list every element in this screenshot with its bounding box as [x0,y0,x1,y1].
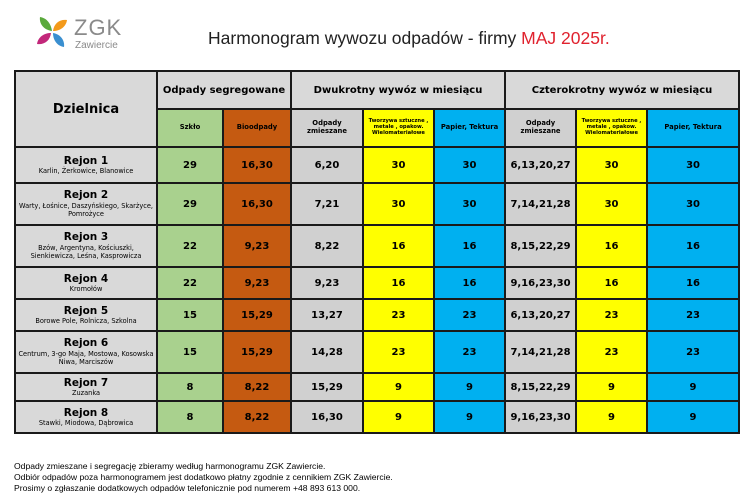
mixed-four-cell: 6,13,20,27 [505,299,576,331]
region-name: Rejon 6 [63,337,109,350]
plastic-four-cell: 9 [576,401,647,433]
paper-twice-cell: 9 [434,401,505,433]
mixed-four-cell: 9,16,23,30 [505,267,576,299]
subheader-mixed-twice: Odpady zmieszane [291,109,363,147]
mixed-twice-cell: 14,28 [291,331,363,373]
subheader-mixed-four: Odpady zmieszane [505,109,576,147]
subheader-paper-twice: Papier, Tektura [434,109,505,147]
footer-line: Odpady zmieszane i segregację zbieramy według harmonogramu ZGK Zawiercie. [14,461,326,471]
mixed-twice-cell: 8,22 [291,225,363,267]
region-cell [15,401,157,433]
paper-four-cell: 30 [647,147,739,183]
paper-twice-cell: 16 [434,225,505,267]
region-cell [15,183,157,225]
subheader-paper-four: Papier, Tektura [647,109,739,147]
paper-four-cell: 16 [647,267,739,299]
bio-cell: 15,29 [223,331,291,373]
table-row [15,299,739,331]
plastic-four-cell: 23 [576,299,647,331]
glass-cell: 15 [157,331,223,373]
region-streets: Warty, Łośnice, Daszyńskiego, Skarżyce, Pomrożyce [18,202,154,219]
header-twice: Dwukrotny wywóz w miesiącu [291,71,505,109]
glass-cell: 22 [157,267,223,299]
paper-four-cell: 16 [647,225,739,267]
region-streets: Borowe Pole, Rolnicza, Szkolna [35,317,137,326]
title-main: Harmonogram wywozu odpadów - firmy [208,28,522,48]
region-name: Rejon 1 [63,154,109,167]
region-cell [15,299,157,331]
region-name: Rejon 7 [63,376,109,389]
region-name: Rejon 4 [63,272,109,285]
region-streets: Karlin, Żerkowice, Blanowice [38,167,134,176]
region-cell [15,331,157,373]
mixed-four-cell: 9,16,23,30 [505,401,576,433]
region-name: Rejon 8 [63,406,109,419]
plastic-four-cell: 16 [576,225,647,267]
paper-twice-cell: 23 [434,299,505,331]
table-row [15,267,739,299]
glass-cell: 22 [157,225,223,267]
plastic-twice-cell: 30 [363,147,434,183]
subheader-glass: Szkło [157,109,223,147]
mixed-four-cell: 6,13,20,27 [505,147,576,183]
region-cell [15,147,157,183]
mixed-twice-cell: 16,30 [291,401,363,433]
table-row [15,183,739,225]
mixed-twice-cell: 13,27 [291,299,363,331]
table-row [15,147,739,183]
header-four: Czterokrotny wywóz w miesiącu [505,71,739,109]
region-streets: Centrum, 3-go Maja, Mostowa, Kosowska Niwa, Marciszów [18,350,154,367]
plastic-twice-cell: 9 [363,373,434,401]
page-title [208,28,610,49]
table-row [15,225,739,267]
paper-twice-cell: 23 [434,331,505,373]
leaf-logo-icon [34,14,70,50]
mixed-four-cell: 8,15,22,29 [505,225,576,267]
subheader-plastic-twice: Tworzywa sztuczne , metale , opakow. Wielomateriałowe [363,109,434,147]
region-streets: Zuzanka [71,389,101,398]
paper-four-cell: 9 [647,401,739,433]
plastic-twice-cell: 16 [363,225,434,267]
paper-twice-cell: 9 [434,373,505,401]
subheader-bio: Bioodpady [223,109,291,147]
bio-cell: 9,23 [223,225,291,267]
footer-line: Prosimy o zgłaszanie dodatkowych odpadów telefonicznie pod numerem +48 893 613 000. [14,483,361,493]
glass-cell: 8 [157,401,223,433]
table-row [15,331,739,373]
region-name: Rejon 3 [63,231,109,244]
mixed-twice-cell: 9,23 [291,267,363,299]
paper-four-cell: 30 [647,183,739,225]
glass-cell: 15 [157,299,223,331]
logo-brand-text: ZGK [74,15,123,40]
plastic-four-cell: 16 [576,267,647,299]
mixed-four-cell: 7,14,21,28 [505,183,576,225]
plastic-twice-cell: 23 [363,331,434,373]
bio-cell: 16,30 [223,147,291,183]
bio-cell: 9,23 [223,267,291,299]
paper-twice-cell: 16 [434,267,505,299]
region-cell [15,373,157,401]
paper-twice-cell: 30 [434,147,505,183]
mixed-four-cell: 8,15,22,29 [505,373,576,401]
bio-cell: 15,29 [223,299,291,331]
plastic-twice-cell: 16 [363,267,434,299]
table-row [15,401,739,433]
bio-cell: 8,22 [223,401,291,433]
plastic-four-cell: 30 [576,147,647,183]
glass-cell: 29 [157,147,223,183]
footer-line: Odbiór odpadów poza harmonogramem jest dodatkowo płatny zgodnie z cennikiem ZGK Zawiercie. [14,472,393,482]
paper-four-cell: 23 [647,299,739,331]
region-name: Rejon 2 [63,189,109,202]
region-streets: Kromołów [69,285,103,294]
mixed-twice-cell: 15,29 [291,373,363,401]
header-district: Dzielnica [15,71,157,147]
region-streets: Bzów, Argentyna, Kościuszki, Sienkiewicza, Leśna, Kasprowicza [30,244,142,261]
mixed-twice-cell: 7,21 [291,183,363,225]
mixed-twice-cell: 6,20 [291,147,363,183]
glass-cell: 29 [157,183,223,225]
plastic-twice-cell: 30 [363,183,434,225]
plastic-four-cell: 23 [576,331,647,373]
region-name: Rejon 5 [63,304,109,317]
bio-cell: 16,30 [223,183,291,225]
glass-cell: 8 [157,373,223,401]
plastic-twice-cell: 9 [363,401,434,433]
footer-notes [14,461,393,494]
header-segregated: Odpady segregowane [157,71,291,109]
mixed-four-cell: 7,14,21,28 [505,331,576,373]
zgk-logo [34,14,134,54]
paper-twice-cell: 30 [434,183,505,225]
paper-four-cell: 23 [647,331,739,373]
logo-subtitle: Zawiercie [75,40,118,51]
region-cell [15,225,157,267]
plastic-twice-cell: 23 [363,299,434,331]
region-streets: Stawki, Miodowa, Dąbrowica [38,419,134,428]
plastic-four-cell: 9 [576,373,647,401]
bio-cell: 8,22 [223,373,291,401]
plastic-four-cell: 30 [576,183,647,225]
table-row [15,373,739,401]
subheader-plastic-four: Tworzywa sztuczne , metale , opakow. Wielomateriałowe [576,109,647,147]
paper-four-cell: 9 [647,373,739,401]
schedule-table [14,70,740,434]
title-month: MAJ 2025r. [521,28,610,48]
region-cell [15,267,157,299]
